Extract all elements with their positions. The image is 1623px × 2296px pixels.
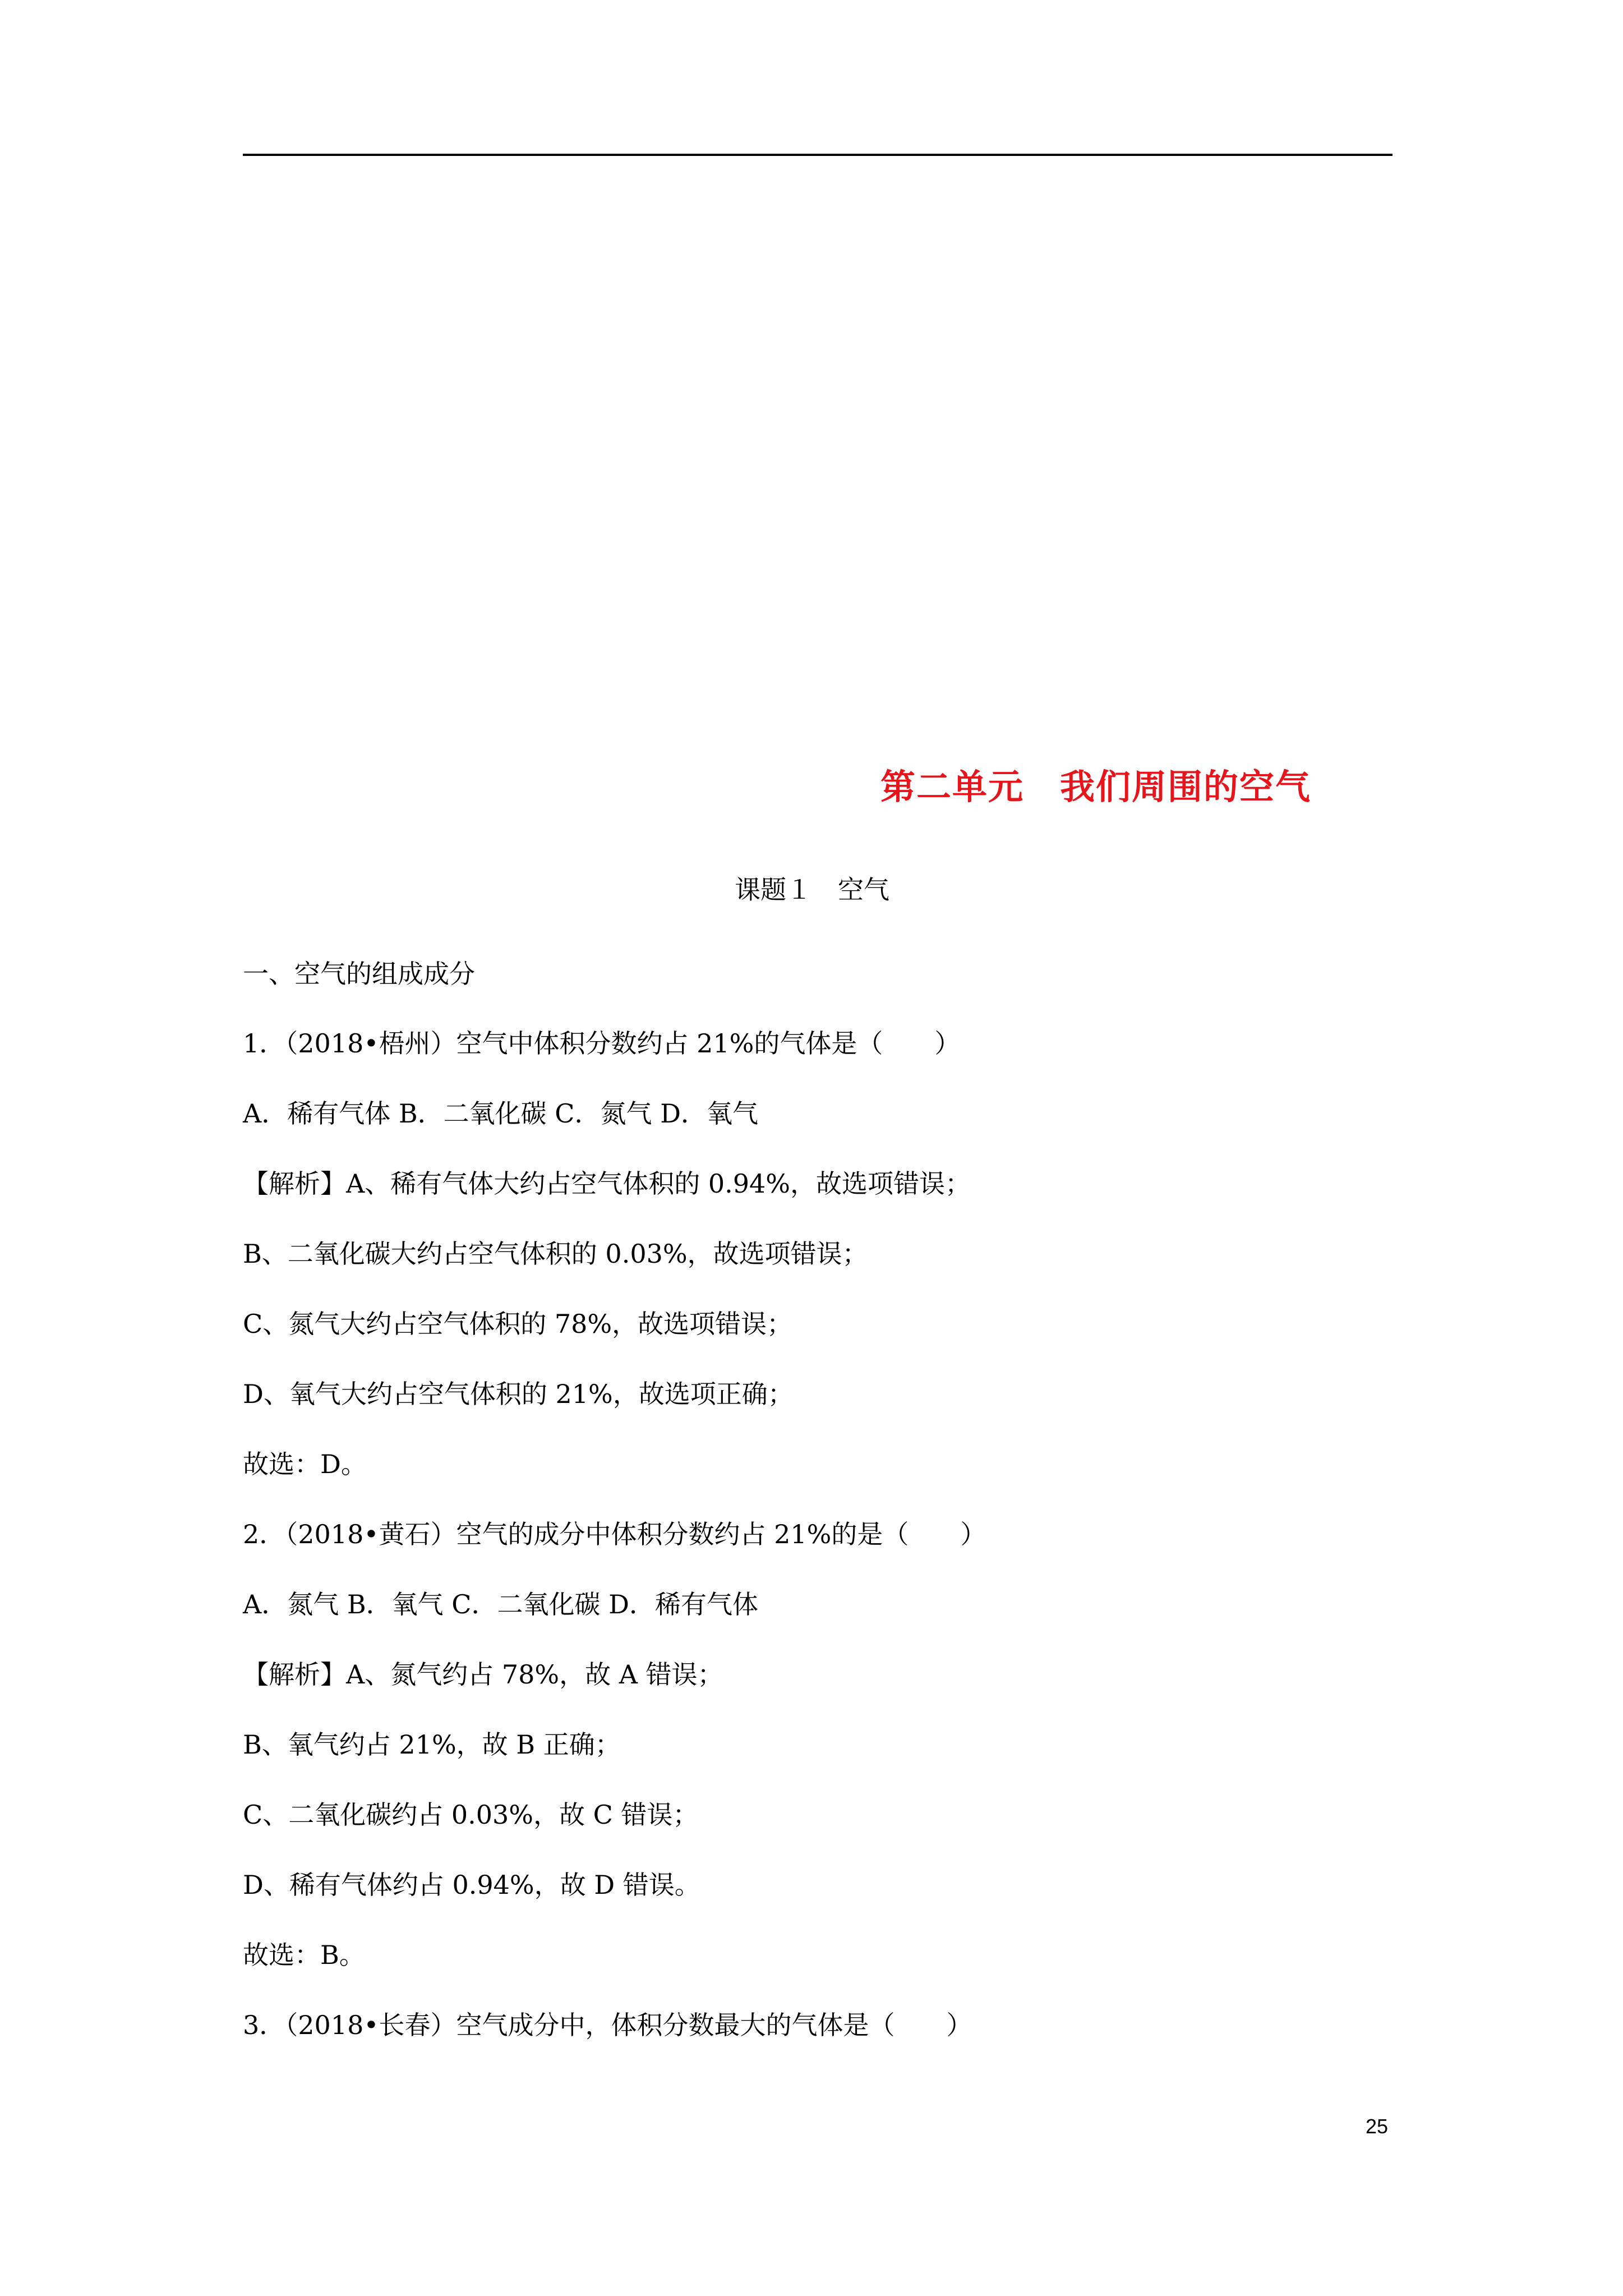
question-2-options: A．氮气 B．氧气 C．二氧化碳 D．稀有气体 [243,1589,758,1619]
lesson-title: 课题１ 空气 [735,875,889,905]
question-2-stem: 2．（2018•黄石）空气的成分中体积分数约占 21%的是（ ） [243,1519,986,1549]
question-1-stem: 1．（2018•梧州）空气中体积分数约占 21%的气体是（ ） [243,1028,961,1059]
question-1-analysis-b: B、二氧化碳大约占空气体积的 0.03%，故选项错误； [243,1239,868,1269]
question-1-analysis-c: C、氮气大约占空气体积的 78%，故选项错误； [243,1309,793,1339]
question-1-analysis-d: D、氧气大约占空气体积的 21%，故选项正确； [243,1379,794,1409]
question-1-answer: 故选：D。 [243,1449,367,1479]
question-2-analysis-b: B、氧气约占 21%，故 B 正确； [243,1729,621,1760]
question-2-analysis-d: D、稀有气体约占 0.94%，故 D 错误。 [243,1870,700,1900]
unit-title: 第二单元 我们周围的空气 [880,766,1312,807]
question-1-options: A．稀有气体 B．二氧化碳 C．氮气 D．氧气 [243,1098,758,1129]
question-1-analysis-a: 【解析】A、稀有气体大约占空气体积的 0.94%，故选项错误； [243,1168,971,1199]
question-2-answer: 故选：B。 [243,1940,365,1970]
page-number: 25 [1366,2115,1389,2138]
section-heading: 一、空气的组成成分 [243,959,475,989]
question-2-analysis-c: C、二氧化碳约占 0.03%，故 C 错误； [243,1800,699,1830]
question-2-analysis-a: 【解析】A、氮气约占 78%，故 A 错误； [243,1659,723,1690]
question-3-stem: 3．（2018•长春）空气成分中，体积分数最大的气体是（ ） [243,2010,972,2040]
header-rule [243,154,1393,156]
